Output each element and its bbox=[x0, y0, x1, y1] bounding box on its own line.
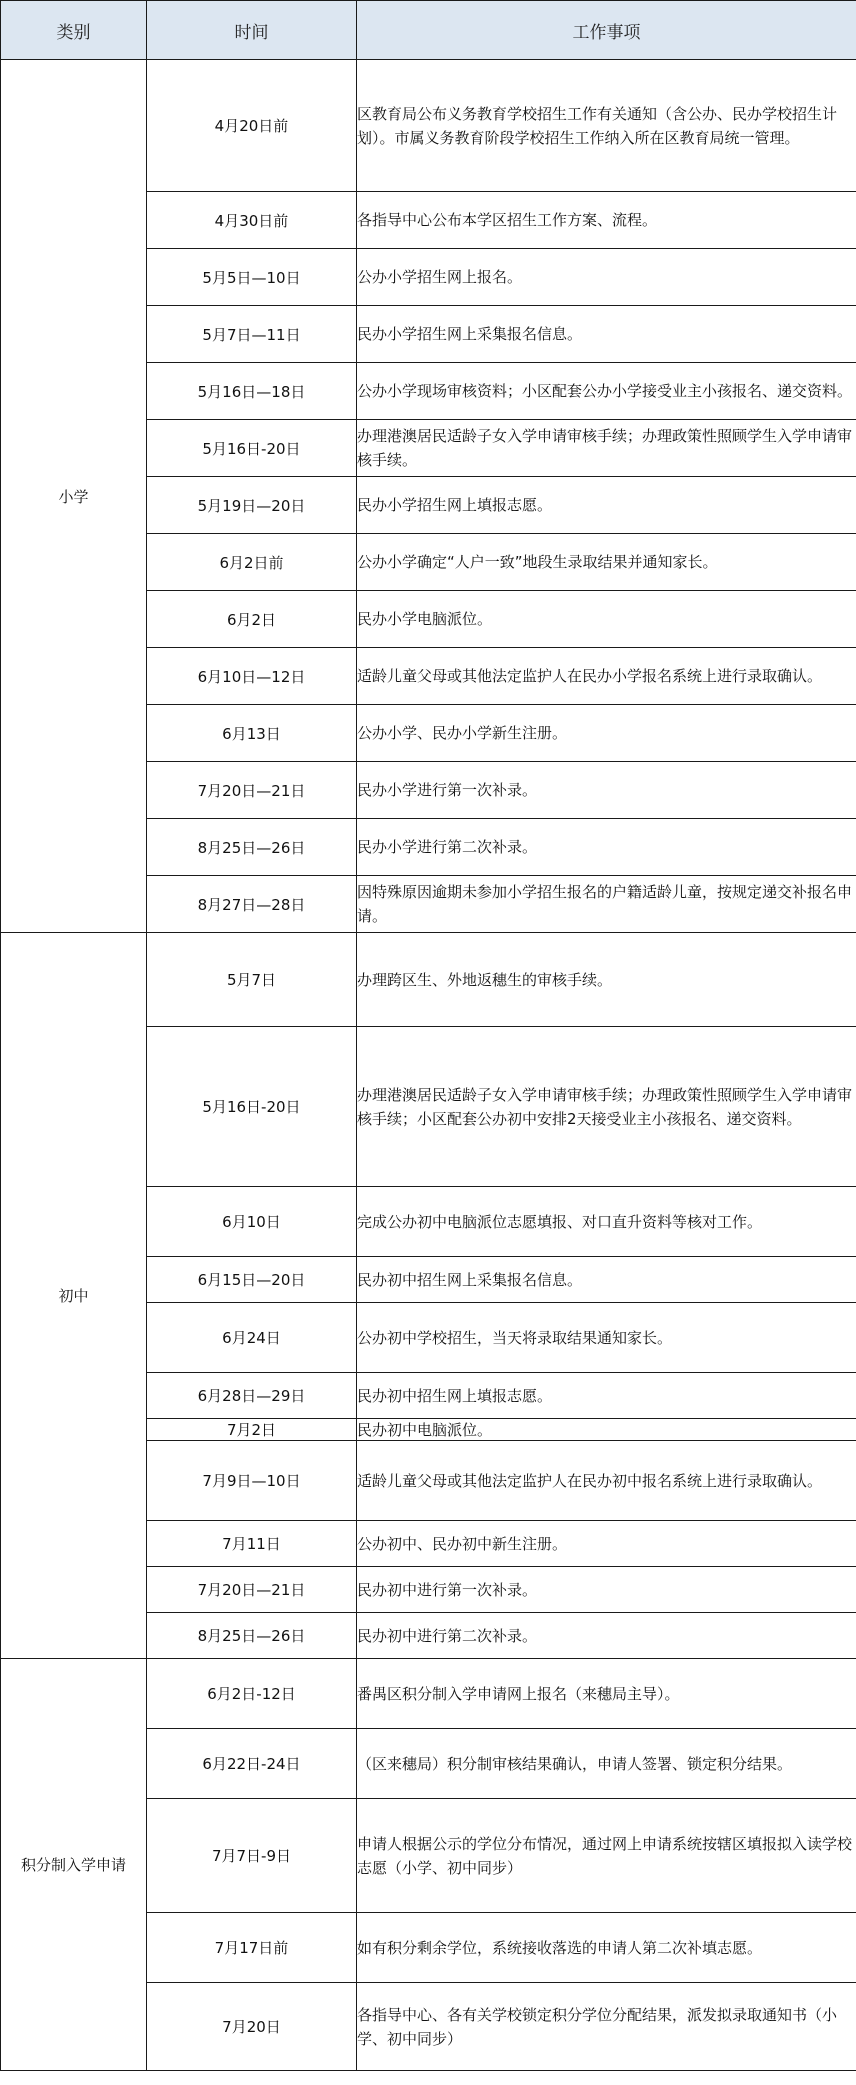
work-item-cell: 公办初中、民办初中新生注册。 bbox=[357, 1521, 856, 1567]
work-item-cell: 各指导中心、各有关学校锁定积分学位分配结果，派发拟录取通知书（小学、初中同步） bbox=[357, 1983, 856, 2071]
time-cell: 6月10日 bbox=[147, 1187, 357, 1257]
header-row bbox=[1, 1, 856, 60]
time-cell: 8月25日—26日 bbox=[147, 1613, 357, 1659]
work-item-cell: 民办小学进行第一次补录。 bbox=[357, 762, 856, 819]
time-cell: 7月2日 bbox=[147, 1419, 357, 1441]
category-cell: 初中 bbox=[1, 933, 147, 1659]
time-cell: 6月24日 bbox=[147, 1303, 357, 1373]
time-cell: 7月20日—21日 bbox=[147, 1567, 357, 1613]
table-row bbox=[1, 60, 856, 192]
header-item: 工作事项 bbox=[357, 1, 856, 60]
work-item-cell: 公办小学招生网上报名。 bbox=[357, 249, 856, 306]
time-cell: 5月5日—10日 bbox=[147, 249, 357, 306]
time-cell: 5月16日-20日 bbox=[147, 1027, 357, 1187]
time-cell: 5月7日 bbox=[147, 933, 357, 1027]
time-cell: 6月15日—20日 bbox=[147, 1257, 357, 1303]
time-cell: 7月17日前 bbox=[147, 1913, 357, 1983]
time-cell: 8月25日—26日 bbox=[147, 819, 357, 876]
work-item-cell: 因特殊原因逾期未参加小学招生报名的户籍适龄儿童，按规定递交补报名申请。 bbox=[357, 876, 856, 933]
work-item-cell: 区教育局公布义务教育学校招生工作有关通知（含公办、民办学校招生计划）。市属义务教育阶段学校招生工作纳入所在区教育局统一管理。 bbox=[357, 60, 856, 192]
time-cell: 5月16日—18日 bbox=[147, 363, 357, 420]
time-cell: 5月16日-20日 bbox=[147, 420, 357, 477]
time-cell: 4月30日前 bbox=[147, 192, 357, 249]
category-cell: 小学 bbox=[1, 60, 147, 933]
table-header bbox=[1, 1, 856, 60]
time-cell: 6月2日 bbox=[147, 591, 357, 648]
work-item-cell: 适龄儿童父母或其他法定监护人在民办小学报名系统上进行录取确认。 bbox=[357, 648, 856, 705]
header-category: 类别 bbox=[1, 1, 147, 60]
work-item-cell: 如有积分剩余学位，系统接收落选的申请人第二次补填志愿。 bbox=[357, 1913, 856, 1983]
table-body bbox=[1, 60, 856, 2071]
time-cell: 4月20日前 bbox=[147, 60, 357, 192]
work-item-cell: （区来穗局）积分制审核结果确认，申请人签署、锁定积分结果。 bbox=[357, 1729, 856, 1799]
work-item-cell: 办理跨区生、外地返穗生的审核手续。 bbox=[357, 933, 856, 1027]
time-cell: 5月7日—11日 bbox=[147, 306, 357, 363]
work-item-cell: 民办初中招生网上采集报名信息。 bbox=[357, 1257, 856, 1303]
work-item-cell: 完成公办初中电脑派位志愿填报、对口直升资料等核对工作。 bbox=[357, 1187, 856, 1257]
work-item-cell: 民办初中电脑派位。 bbox=[357, 1419, 856, 1441]
time-cell: 7月11日 bbox=[147, 1521, 357, 1567]
table-row bbox=[1, 933, 856, 1027]
work-item-cell: 民办小学电脑派位。 bbox=[357, 591, 856, 648]
work-item-cell: 民办小学进行第二次补录。 bbox=[357, 819, 856, 876]
work-item-cell: 各指导中心公布本学区招生工作方案、流程。 bbox=[357, 192, 856, 249]
work-item-cell: 番禺区积分制入学申请网上报名（来穗局主导）。 bbox=[357, 1659, 856, 1729]
time-cell: 7月7日-9日 bbox=[147, 1799, 357, 1913]
work-item-cell: 办理港澳居民适龄子女入学申请审核手续；办理政策性照顾学生入学申请审核手续；小区配套公办初中安排2天接受业主小孩报名、递交资料。 bbox=[357, 1027, 856, 1187]
time-cell: 5月19日—20日 bbox=[147, 477, 357, 534]
time-cell: 6月28日—29日 bbox=[147, 1373, 357, 1419]
work-item-cell: 申请人根据公示的学位分布情况，通过网上申请系统按辖区填报拟入读学校志愿（小学、初中同步） bbox=[357, 1799, 856, 1913]
time-cell: 7月20日—21日 bbox=[147, 762, 357, 819]
work-item-cell: 公办小学现场审核资料；小区配套公办小学接受业主小孩报名、递交资料。 bbox=[357, 363, 856, 420]
work-item-cell: 办理港澳居民适龄子女入学申请审核手续；办理政策性照顾学生入学申请审核手续。 bbox=[357, 420, 856, 477]
time-cell: 6月13日 bbox=[147, 705, 357, 762]
work-item-cell: 民办初中进行第二次补录。 bbox=[357, 1613, 856, 1659]
time-cell: 6月2日-12日 bbox=[147, 1659, 357, 1729]
work-item-cell: 公办小学确定“人户一致”地段生录取结果并通知家长。 bbox=[357, 534, 856, 591]
time-cell: 8月27日—28日 bbox=[147, 876, 357, 933]
work-item-cell: 民办小学招生网上填报志愿。 bbox=[357, 477, 856, 534]
category-cell: 积分制入学申请 bbox=[1, 1659, 147, 2071]
work-item-cell: 民办初中招生网上填报志愿。 bbox=[357, 1373, 856, 1419]
time-cell: 6月22日-24日 bbox=[147, 1729, 357, 1799]
time-cell: 7月20日 bbox=[147, 1983, 357, 2071]
work-item-cell: 民办小学招生网上采集报名信息。 bbox=[357, 306, 856, 363]
table-row bbox=[1, 1659, 856, 1729]
work-item-cell: 公办初中学校招生，当天将录取结果通知家长。 bbox=[357, 1303, 856, 1373]
work-item-cell: 公办小学、民办小学新生注册。 bbox=[357, 705, 856, 762]
time-cell: 6月10日—12日 bbox=[147, 648, 357, 705]
work-item-cell: 适龄儿童父母或其他法定监护人在民办初中报名系统上进行录取确认。 bbox=[357, 1441, 856, 1521]
header-time: 时间 bbox=[147, 1, 357, 60]
time-cell: 7月9日—10日 bbox=[147, 1441, 357, 1521]
time-cell: 6月2日前 bbox=[147, 534, 357, 591]
work-item-cell: 民办初中进行第一次补录。 bbox=[357, 1567, 856, 1613]
